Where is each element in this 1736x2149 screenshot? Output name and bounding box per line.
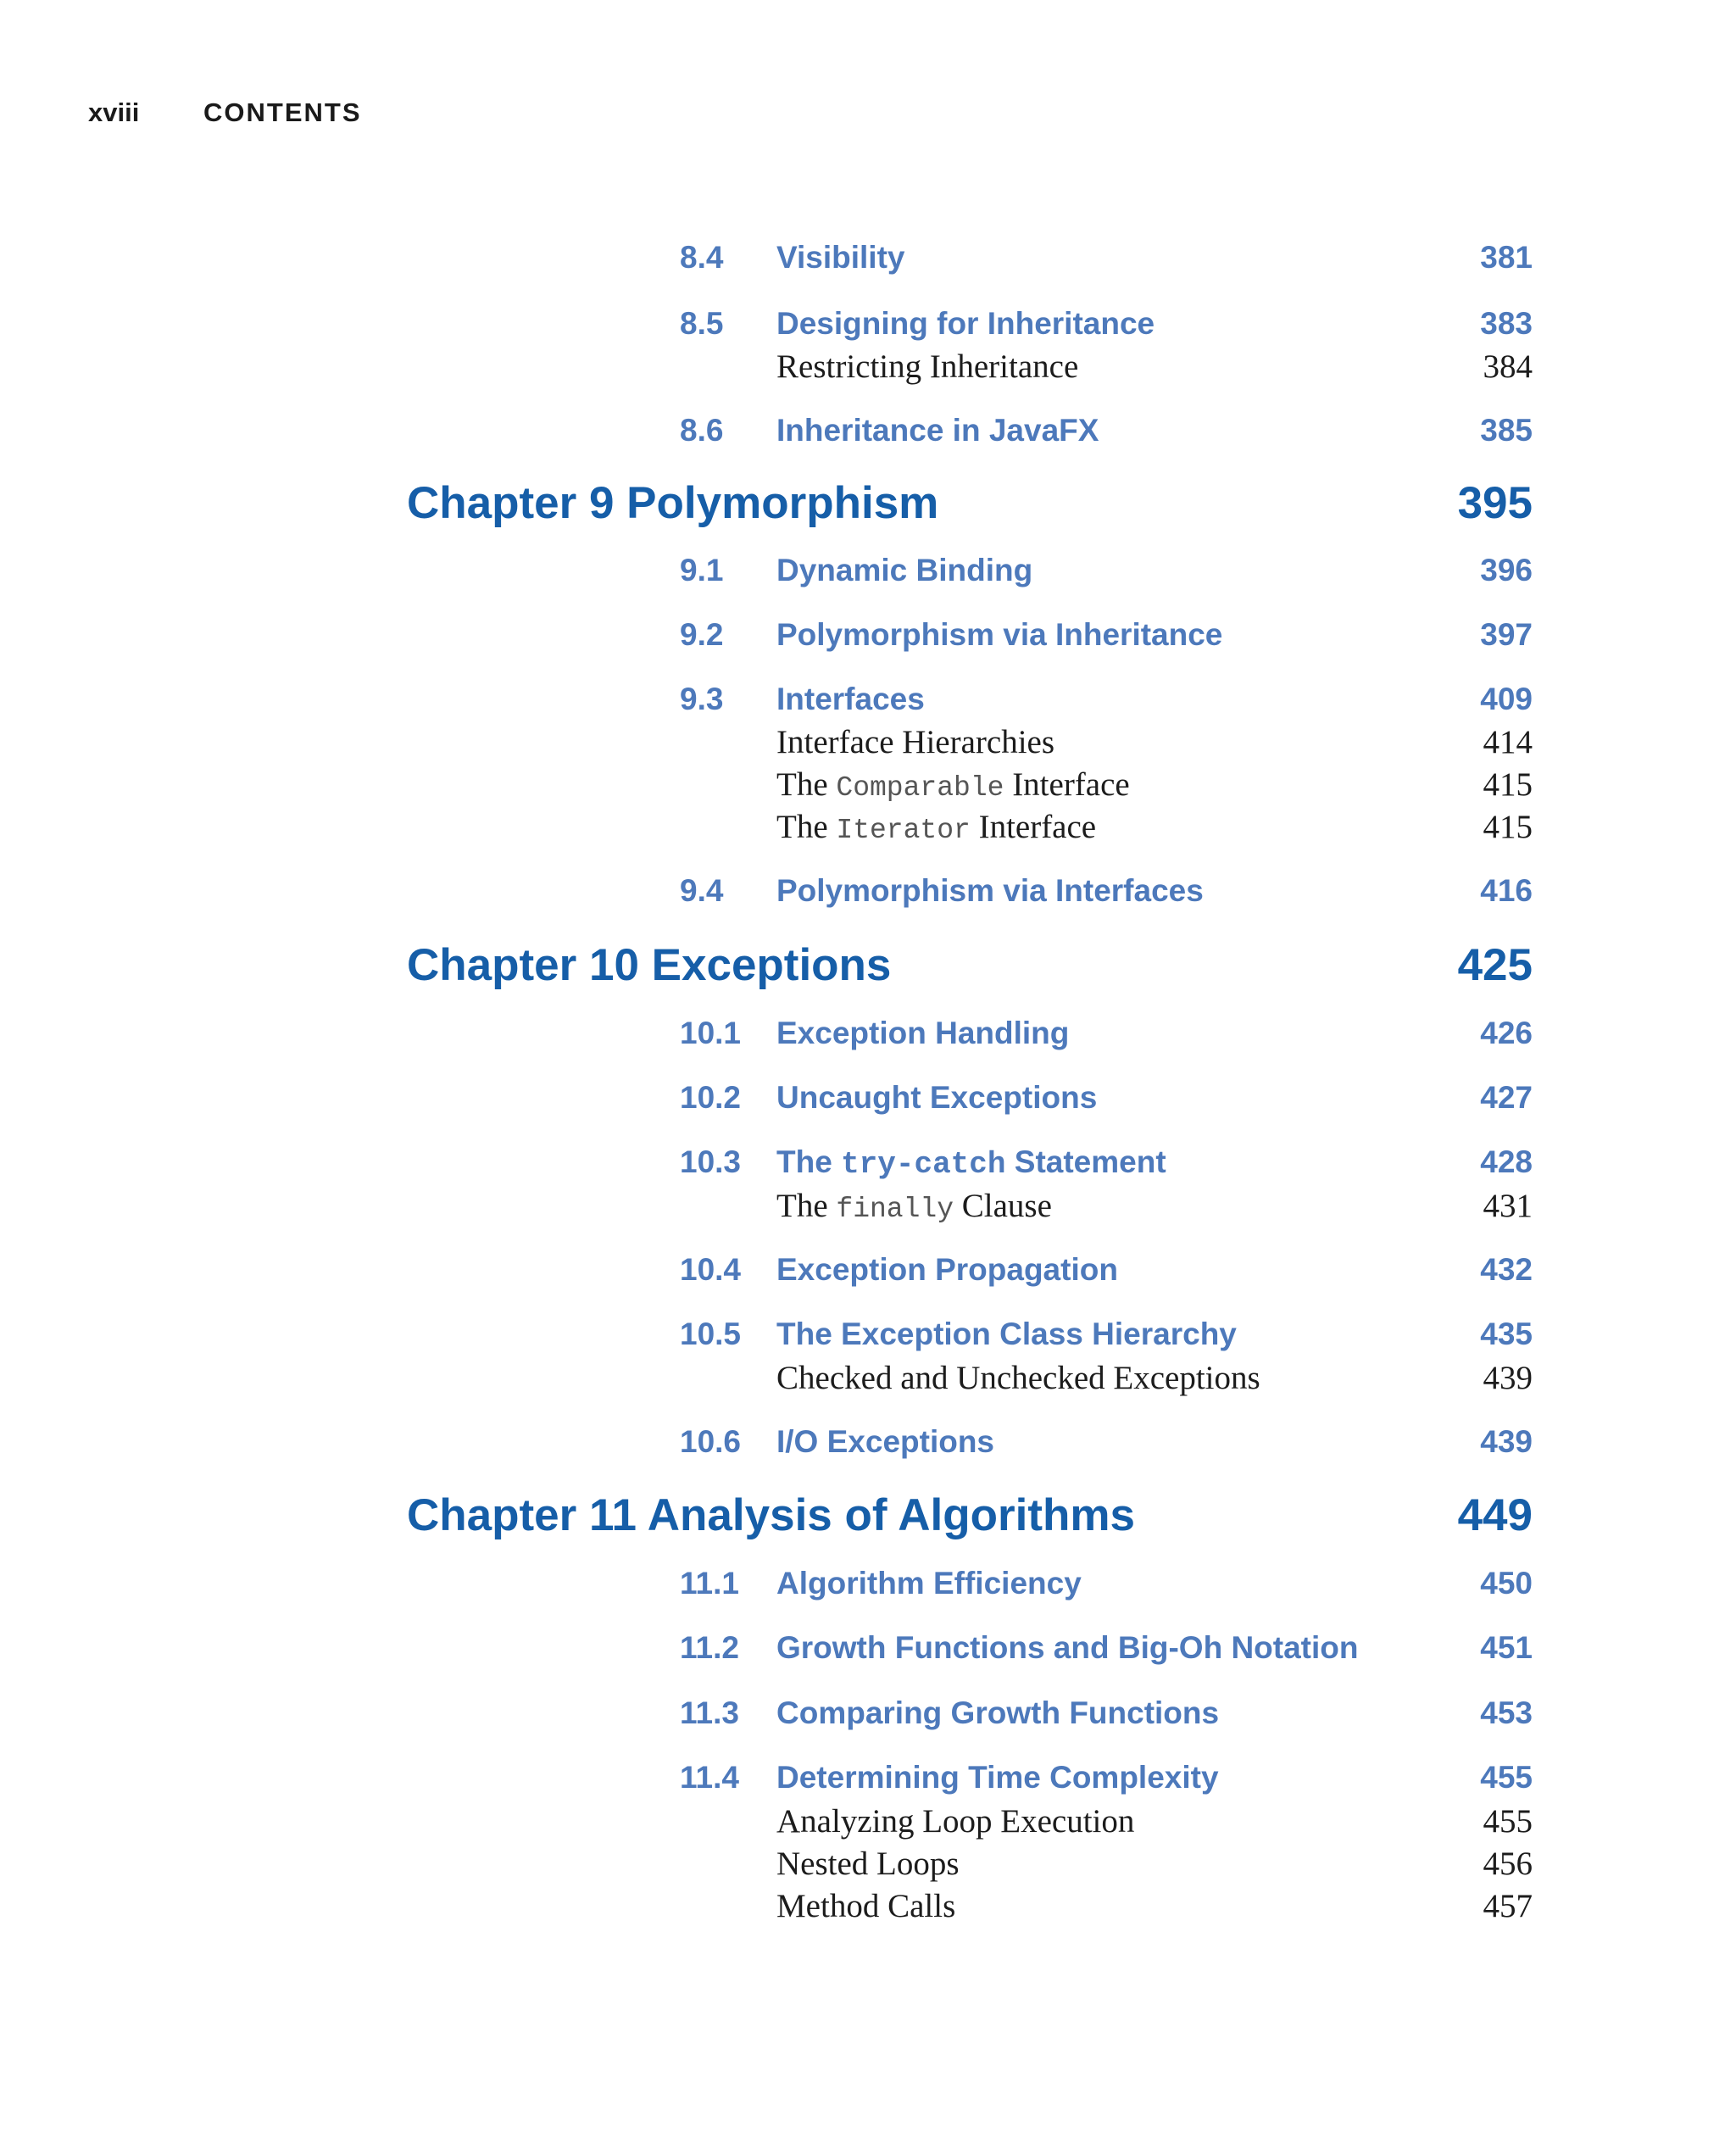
section-page-number: 455 [1480, 1760, 1533, 1795]
section-page-number: 450 [1480, 1566, 1533, 1601]
section-page-number: 439 [1480, 1424, 1533, 1459]
section-title: Determining Time Complexity [776, 1760, 1219, 1795]
subsection-title: Interface Hierarchies [776, 724, 1055, 760]
section-number: 8.5 [680, 306, 724, 341]
subsection-page-number: 457 [1483, 1888, 1533, 1924]
code-term: Iterator [836, 815, 971, 846]
subsection-page-number: 415 [1483, 766, 1533, 803]
section-page-number: 453 [1480, 1695, 1533, 1730]
section-title: Polymorphism via Inheritance [776, 617, 1223, 652]
subsection-title: Checked and Unchecked Exceptions [776, 1360, 1260, 1396]
subsection-page-number: 415 [1483, 809, 1533, 845]
chapter-page-number: 425 [1457, 940, 1533, 990]
section-number: 11.3 [680, 1695, 739, 1730]
section-page-number: 451 [1480, 1630, 1533, 1665]
subsection-page-number: 439 [1483, 1360, 1533, 1396]
section-number: 8.6 [680, 413, 724, 448]
section-title: Algorithm Efficiency [776, 1566, 1082, 1601]
subsection-page-number: 456 [1483, 1846, 1533, 1882]
subsection-title: The Iterator Interface [776, 809, 1097, 846]
subsection-page-number: 455 [1483, 1803, 1533, 1840]
subsection-title: Method Calls [776, 1888, 956, 1924]
section-number: 10.2 [680, 1080, 742, 1115]
chapter-page-number: 395 [1457, 478, 1533, 528]
section-title: Designing for Inheritance [776, 306, 1155, 341]
section-page-number: 416 [1480, 873, 1533, 908]
section-number: 11.1 [680, 1566, 739, 1601]
subsection-title: Analyzing Loop Execution [776, 1803, 1135, 1840]
running-head-title: CONTENTS [203, 97, 362, 127]
section-page-number: 432 [1480, 1252, 1533, 1287]
section-number: 10.5 [680, 1317, 742, 1351]
section-page-number: 428 [1480, 1144, 1533, 1179]
section-page-number: 385 [1480, 413, 1533, 448]
section-title: Comparing Growth Functions [776, 1695, 1220, 1730]
section-title: Polymorphism via Interfaces [776, 873, 1204, 908]
section-page-number: 435 [1480, 1317, 1533, 1351]
chapter-title: Chapter 11 Analysis of Algorithms [407, 1490, 1135, 1540]
section-title: The Exception Class Hierarchy [776, 1317, 1237, 1351]
chapter-page-number: 449 [1457, 1490, 1533, 1540]
section-title: Dynamic Binding [776, 553, 1033, 587]
subsection-title: Nested Loops [776, 1846, 960, 1882]
section-number: 9.3 [680, 682, 724, 716]
running-head [88, 96, 362, 130]
section-number: 9.4 [680, 873, 724, 908]
section-title: Interfaces [776, 682, 925, 716]
section-title: Inheritance in JavaFX [776, 413, 1099, 448]
section-number: 9.2 [680, 617, 724, 652]
section-page-number: 409 [1480, 682, 1533, 716]
section-number: 11.4 [680, 1760, 739, 1795]
section-title: I/O Exceptions [776, 1424, 995, 1459]
section-title: The try-catch Statement [776, 1144, 1166, 1182]
section-page-number: 397 [1480, 617, 1533, 652]
section-page-number: 381 [1480, 240, 1533, 275]
subsection-page-number: 414 [1483, 724, 1533, 760]
section-page-number: 426 [1480, 1016, 1533, 1050]
code-term: Comparable [836, 772, 1004, 804]
chapter-title: Chapter 9 Polymorphism [407, 478, 939, 528]
section-title: Exception Propagation [776, 1252, 1118, 1287]
subsection-title: The Comparable Interface [776, 766, 1130, 804]
subsection-title: The finally Clause [776, 1188, 1052, 1225]
section-title: Growth Functions and Big-Oh Notation [776, 1630, 1359, 1665]
section-page-number: 427 [1480, 1080, 1533, 1115]
section-title: Uncaught Exceptions [776, 1080, 1098, 1115]
section-number: 8.4 [680, 240, 724, 275]
subsection-title: Restricting Inheritance [776, 348, 1079, 385]
section-number: 10.1 [680, 1016, 742, 1050]
section-number: 10.3 [680, 1144, 742, 1179]
section-page-number: 396 [1480, 553, 1533, 587]
subsection-page-number: 384 [1483, 348, 1533, 385]
section-number: 10.6 [680, 1424, 742, 1459]
code-term: finally [836, 1194, 954, 1225]
chapter-title: Chapter 10 Exceptions [407, 940, 892, 990]
section-title: Exception Handling [776, 1016, 1070, 1050]
code-term: try-catch [841, 1147, 1006, 1182]
section-number: 10.4 [680, 1252, 742, 1287]
section-title: Visibility [776, 240, 905, 275]
subsection-page-number: 431 [1483, 1188, 1533, 1224]
section-number: 9.1 [680, 553, 724, 587]
page-folio: xviii [88, 97, 140, 127]
section-number: 11.2 [680, 1630, 739, 1665]
section-page-number: 383 [1480, 306, 1533, 341]
